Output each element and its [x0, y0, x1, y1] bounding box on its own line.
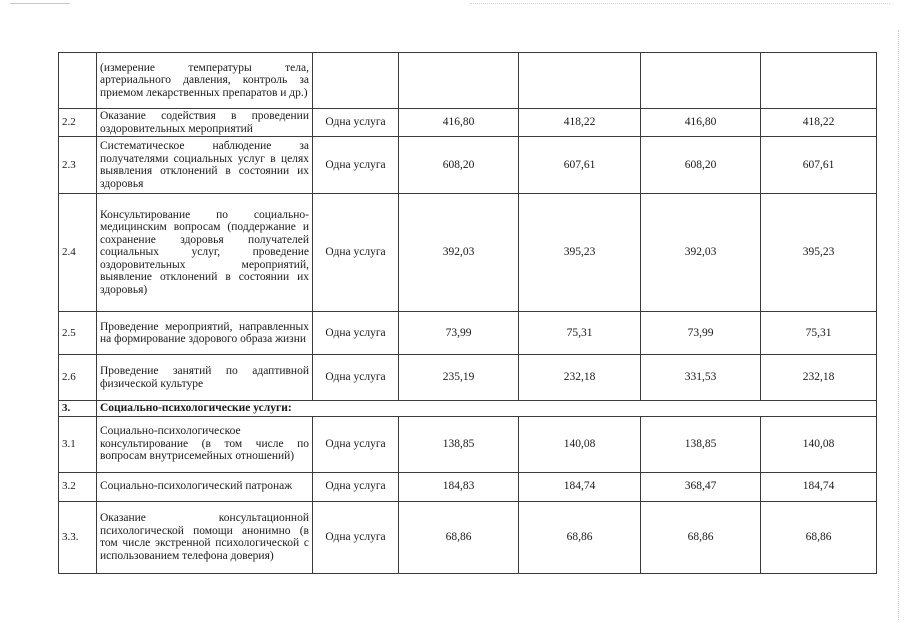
- table-row: [59, 194, 877, 312]
- value-cell: 608,20: [399, 137, 519, 194]
- service-name: Социально-психологическое консультирование (в том числе по вопросам внутрисемейных отношений): [97, 416, 313, 472]
- section-number: 3.: [59, 401, 97, 417]
- value-cell: 331,53: [641, 355, 761, 401]
- row-number: 3.1: [59, 416, 97, 472]
- service-name: Проведение мероприятий, направленных на формирование здорового образа жизни: [97, 312, 313, 355]
- table-row: [59, 416, 877, 472]
- unit-cell: Одна услуга: [313, 416, 399, 472]
- table-row: [59, 137, 877, 194]
- row-number: 3.2: [59, 472, 97, 501]
- value-cell: 184,83: [399, 472, 519, 501]
- table-row: [59, 53, 877, 109]
- row-number: 2.2: [59, 109, 97, 137]
- value-cell: 232,18: [519, 355, 641, 401]
- table-row: [59, 472, 877, 501]
- row-number: 2.4: [59, 194, 97, 312]
- value-cell: 138,85: [399, 416, 519, 472]
- table-row: [59, 355, 877, 401]
- value-cell: 140,08: [519, 416, 641, 472]
- service-name: Оказание консультационной психологической помощи анонимно (в том числе экстренной психологической с использованием телефона доверия): [97, 501, 313, 573]
- unit-cell: Одна услуга: [313, 355, 399, 401]
- value-cell: 68,86: [519, 501, 641, 573]
- value-cell: 73,99: [399, 312, 519, 355]
- unit-cell: Одна услуга: [313, 194, 399, 312]
- table-row: [59, 501, 877, 573]
- unit-cell: Одна услуга: [313, 137, 399, 194]
- unit-cell: Одна услуга: [313, 312, 399, 355]
- value-cell: 416,80: [641, 109, 761, 137]
- value-cell: 73,99: [641, 312, 761, 355]
- value-cell: 68,86: [761, 501, 877, 573]
- value-cell: 418,22: [761, 109, 877, 137]
- value-cell: 184,74: [519, 472, 641, 501]
- row-number: 2.6: [59, 355, 97, 401]
- tariff-table: [58, 52, 877, 574]
- service-name: (измерение температуры тела, артериального давления, контроль за приемом лекарственных препаратов и др.): [97, 53, 313, 109]
- value-cell: [761, 53, 877, 109]
- value-cell: 392,03: [399, 194, 519, 312]
- value-cell: [519, 53, 641, 109]
- table-row: [59, 312, 877, 355]
- value-cell: 368,47: [641, 472, 761, 501]
- row-number: 2.5: [59, 312, 97, 355]
- value-cell: 75,31: [761, 312, 877, 355]
- value-cell: 608,20: [641, 137, 761, 194]
- row-number: 3.3.: [59, 501, 97, 573]
- service-name: Проведение занятий по адаптивной физической культуре: [97, 355, 313, 401]
- value-cell: 235,19: [399, 355, 519, 401]
- value-cell: 395,23: [519, 194, 641, 312]
- value-cell: 68,86: [399, 501, 519, 573]
- value-cell: 607,61: [761, 137, 877, 194]
- value-cell: 416,80: [399, 109, 519, 137]
- value-cell: 68,86: [641, 501, 761, 573]
- value-cell: 184,74: [761, 472, 877, 501]
- table-row: [59, 109, 877, 137]
- section-title: Социально-психологические услуги:: [97, 401, 877, 417]
- value-cell: [399, 53, 519, 109]
- value-cell: 232,18: [761, 355, 877, 401]
- value-cell: 607,61: [519, 137, 641, 194]
- value-cell: 75,31: [519, 312, 641, 355]
- row-number: [59, 53, 97, 109]
- unit-cell: [313, 53, 399, 109]
- unit-cell: Одна услуга: [313, 472, 399, 501]
- row-number: 2.3: [59, 137, 97, 194]
- unit-cell: Одна услуга: [313, 109, 399, 137]
- value-cell: 418,22: [519, 109, 641, 137]
- service-name: Консультирование по социально-медицинским вопросам (поддержание и сохранение здоровья получателей социальных услуг, проведение оздоровительных мероприятий, выявление отклонений в состоянии их здоровья): [97, 194, 313, 312]
- service-name: Оказание содействия в проведении оздоровительных мероприятий: [97, 109, 313, 137]
- value-cell: 392,03: [641, 194, 761, 312]
- section-heading-row: [59, 401, 877, 417]
- scan-artifact-line: [470, 3, 890, 4]
- value-cell: 138,85: [641, 416, 761, 472]
- service-name: Социально-психологический патронаж: [97, 472, 313, 501]
- value-cell: 140,08: [761, 416, 877, 472]
- unit-cell: Одна услуга: [313, 501, 399, 573]
- service-name: Систематическое наблюдение за получателями социальных услуг в целях выявления отклонений в состоянии их здоровья: [97, 137, 313, 194]
- value-cell: [641, 53, 761, 109]
- value-cell: 395,23: [761, 194, 877, 312]
- scan-artifact-line: [10, 3, 70, 4]
- scan-artifact-line: [898, 30, 899, 620]
